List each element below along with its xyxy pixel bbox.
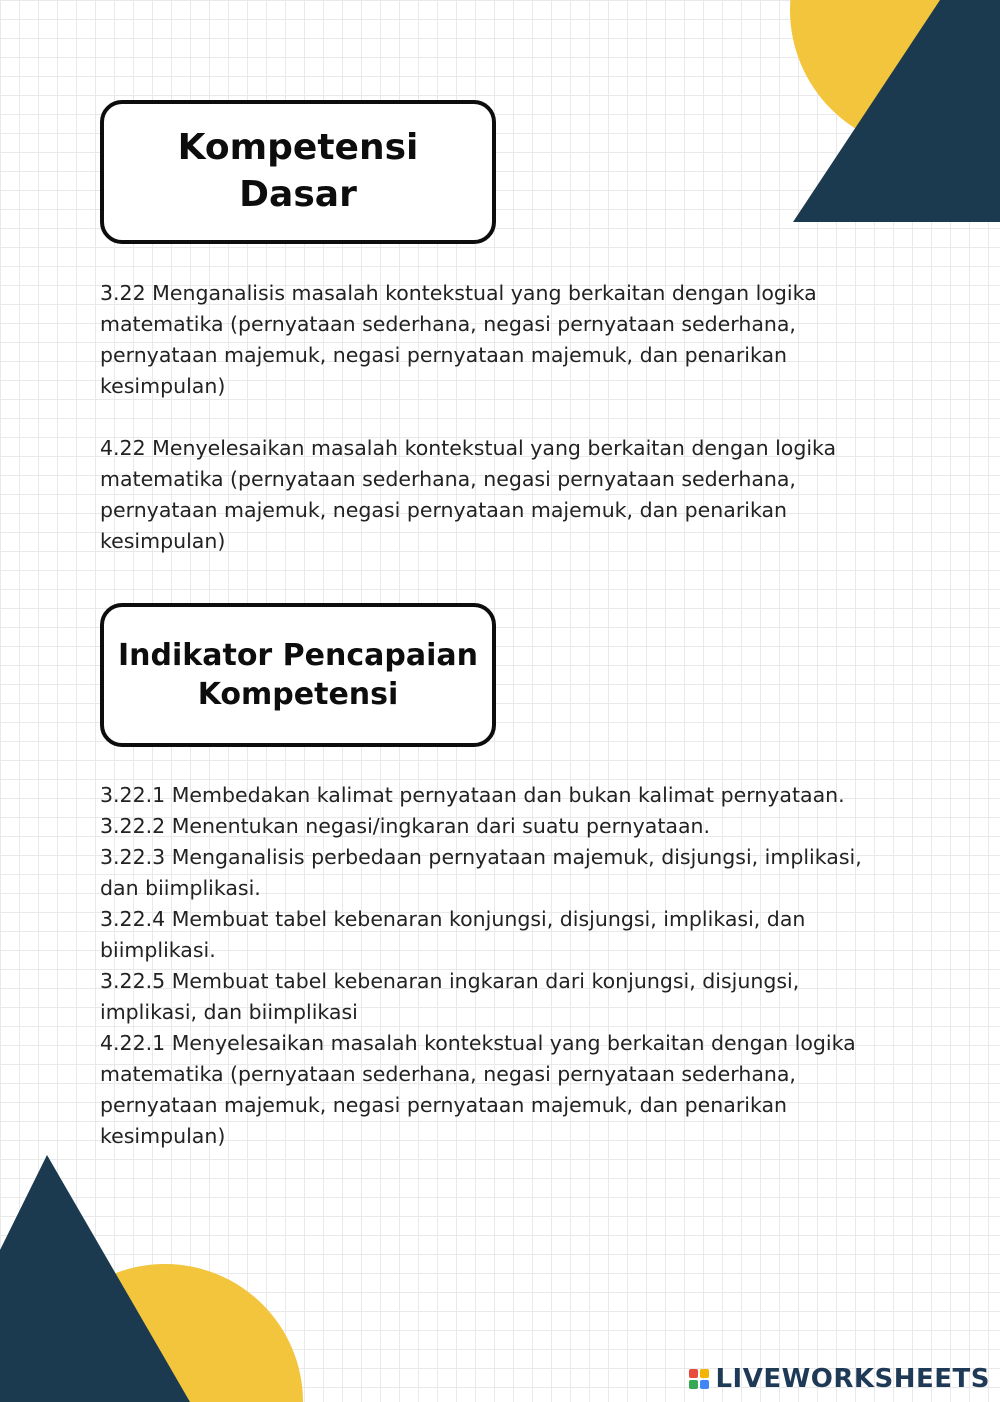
indikator-item: 3.22.3 Menganalisis perbedaan pernyataan majemuk, disjungsi, implikasi, dan biimplikasi. [100,845,862,900]
liveworksheets-logo-icon [689,1369,709,1389]
indikator-item: 3.22.1 Membedakan kalimat pernyataan dan bukan kalimat pernyataan. [100,783,845,807]
indikator-item: 3.22.4 Membuat tabel kebenaran konjungsi, disjungsi, implikasi, dan biimplikasi. [100,907,806,962]
indikator-item: 3.22.5 Membuat tabel kebenaran ingkaran dari konjungsi, disjungsi, implikasi, dan biimplikasi [100,969,800,1024]
indikator-title-line2: Kompetensi [197,677,399,712]
indikator-list [100,780,900,1152]
indikator-item: 3.22.2 Menentukan negasi/ingkaran dari suatu pernyataan. [100,814,711,838]
kompetensi-dasar-item: 3.22 Menganalisis masalah kontekstual yang berkaitan dengan logika matematika (pernyataan sederhana, negasi pernyataan sederhana, pernyataan majemuk, negasi pernyataan majemuk, dan penarikan kesimpulan) [100,281,817,398]
kompetensi-dasar-title-line1: Kompetensi [177,127,419,169]
brand-text: LIVEWORKSHEETS [715,1364,990,1394]
kompetensi-dasar-title-line2: Dasar [239,174,357,215]
indikator-item: 4.22.1 Menyelesaikan masalah kontekstual yang berkaitan dengan logika matematika (pernyataan sederhana, negasi pernyataan sederhana, pernyataan majemuk, negasi pernyataan majemuk, dan penarikan kesimpulan) [100,1031,856,1148]
logo-square [689,1369,698,1378]
indikator-title-line1: Indikator Pencapaian [118,638,478,673]
kompetensi-dasar-item: 4.22 Menyelesaikan masalah kontekstual yang berkaitan dengan logika matematika (pernyataan sederhana, negasi pernyataan sederhana, pernyataan majemuk, negasi pernyataan majemuk, dan penarikan kesimpulan) [100,436,837,553]
indikator-heading [100,603,496,747]
logo-square [700,1369,709,1378]
liveworksheets-brand[interactable] [689,1364,990,1394]
logo-square [689,1380,698,1389]
kompetensi-dasar-heading [100,100,496,244]
logo-square [700,1380,709,1389]
